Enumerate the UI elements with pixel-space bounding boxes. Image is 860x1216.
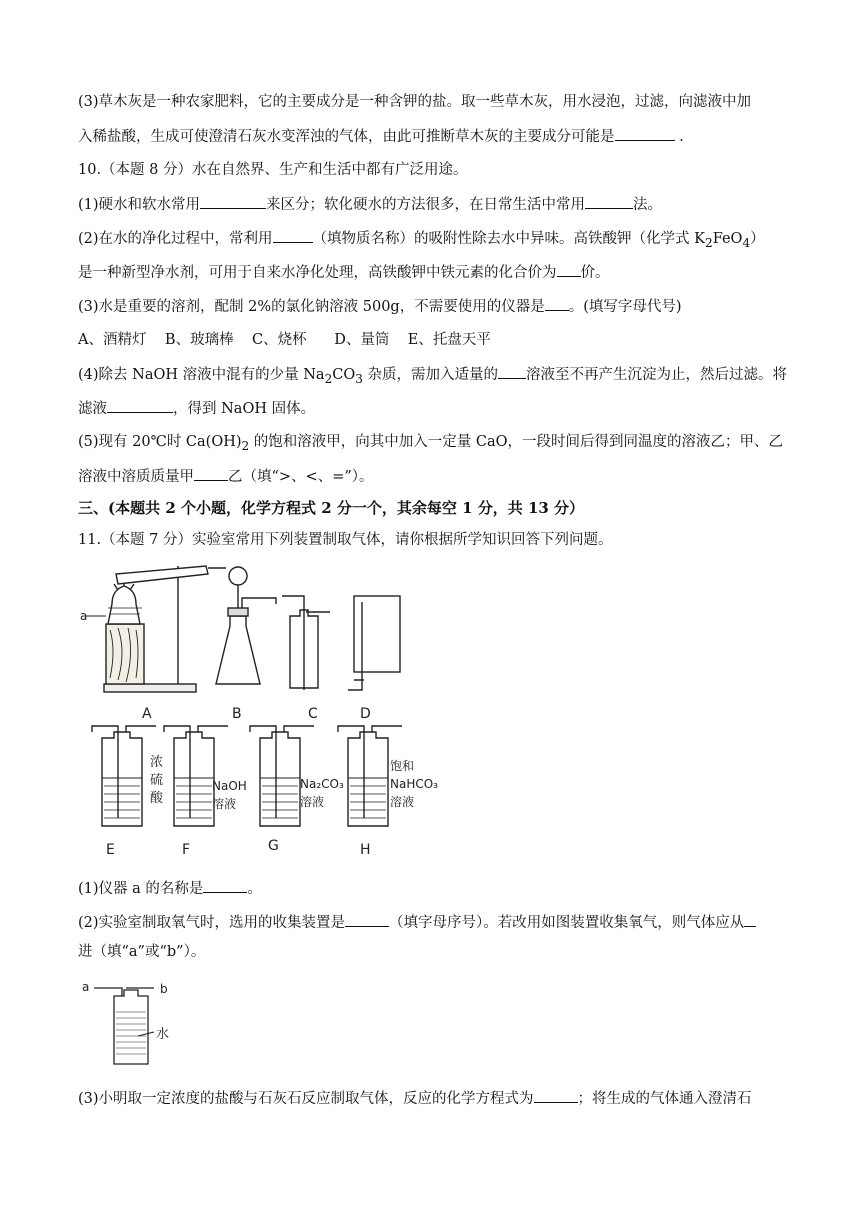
answer-blank[interactable] [273,228,313,243]
apparatus-d [348,596,400,722]
svg-text:饱和: 饱和 [390,759,415,773]
answer-blank[interactable] [615,126,675,141]
answer-blank[interactable] [107,398,173,413]
q11-p1: (1)仪器 a 的名称是 。 [78,878,262,899]
svg-text:水: 水 [156,1027,170,1042]
apparatus-h [338,726,438,858]
answer-blank[interactable] [585,194,633,209]
answer-blank[interactable] [194,466,228,481]
q10-p5-line2: 溶液中溶质质量甲 乙（填“>、<、=”）。 [78,466,374,487]
answer-blank[interactable] [534,1088,578,1103]
answer-blank[interactable] [200,194,266,209]
q10-p1: (1)硬水和软水常用 来区分；软化硬水的方法很多，在日常生活中常用 法。 [78,194,662,215]
svg-text:a: a [80,609,88,623]
svg-text:a: a [82,980,90,994]
apparatus-figure [78,556,458,864]
svg-text:Na₂CO₃: Na₂CO₃ [300,777,344,791]
svg-text:溶液: 溶液 [390,795,415,809]
svg-text:NaHCO₃: NaHCO₃ [390,777,438,791]
svg-text:B: B [232,706,242,722]
svg-text:溶液: 溶液 [212,797,237,811]
answer-blank[interactable] [545,296,569,311]
q11-p2-line1: (2)实验室制取氧气时，选用的收集装置是 （填字母序号）。若改用如图装置收集氧气，则气体应从 [78,912,756,933]
svg-text:NaOH: NaOH [212,779,247,793]
svg-text:C: C [308,706,318,722]
svg-text:D: D [360,706,371,722]
apparatus-c [282,596,330,722]
svg-text:浓: 浓 [150,755,164,770]
apparatus-e [92,726,164,858]
q11-title: 11.（本题 7 分）实验室常用下列装置制取气体，请你根据所学知识回答下列问题。 [78,532,613,548]
svg-text:H: H [360,842,371,858]
q10-p4-line2: 滤液 ，得到 NaOH 固体。 [78,398,315,419]
q9-p3-line2: 入稀盐酸，生成可使澄清石灰水变浑浊的气体，由此可推断草木灰的主要成分可能是 . [78,126,684,147]
apparatus-g [250,726,344,854]
q11-p2-line2: 进（填“a”或“b”）。 [78,944,206,960]
q10-title: 10.（本题 8 分）水在自然界、生产和生活中都有广泛用途。 [78,162,468,178]
answer-blank[interactable] [744,912,756,927]
answer-blank[interactable] [498,364,526,379]
q10-p3: (3)水是重要的溶剂，配制 2%的氯化钠溶液 500g，不需要使用的仪器是 。(填写字母代号) [78,296,682,317]
apparatus-f [164,726,247,858]
svg-text:G: G [268,838,279,854]
svg-text:A: A [142,706,152,722]
svg-text:硫: 硫 [150,773,164,788]
apparatus-b [216,567,276,722]
water-bottle-figure [80,978,190,1070]
section-3-heading: 三、(本题共 2 个小题，化学方程式 2 分一个，其余每空 1 分，共 13 分） [78,499,585,517]
answer-blank[interactable] [203,878,247,893]
svg-text:溶液: 溶液 [300,795,325,809]
q10-p2-line1: (2)在水的净化过程中，常利用 （填物质名称）的吸附性除去水中异味。高铁酸钾（化学式 $K_2FeO_4$） [78,228,765,253]
q10-p5-line1: (5)现有 20℃时 $Ca(OH)_2$ 的饱和溶液甲，向其中加入一定量 CaO，一段时间后得到同温度的溶液乙；甲、乙 [78,434,784,453]
q10-p3-options: A、酒精灯 B、玻璃棒 C、烧杯 D、量筒 E、托盘天平 [78,332,491,348]
svg-text:E: E [106,842,115,858]
svg-text:b: b [160,982,168,996]
svg-text:F: F [182,842,191,858]
answer-blank[interactable] [345,912,389,927]
q11-p3: (3)小明取一定浓度的盐酸与石灰石反应制取气体，反应的化学方程式为 ；将生成的气体通入澄清石 [78,1088,752,1109]
answer-blank[interactable] [557,262,581,277]
apparatus-a [80,566,226,722]
q9-p3-line1: (3)草木灰是一种农家肥料，它的主要成分是一种含钾的盐。取一些草木灰，用水浸泡，过滤，向滤液中加 [78,94,752,110]
svg-text:酸: 酸 [150,791,164,806]
q10-p4-line1: (4)除去 NaOH 溶液中混有的少量 $Na_2CO_3$ 杂质，需加入适量的 溶液至不再产生沉淀为止，然后过滤。将 [78,364,787,389]
q10-p2-line2: 是一种新型净水剂，可用于自来水净化处理，高铁酸钾中铁元素的化合价为 价。 [78,262,610,283]
